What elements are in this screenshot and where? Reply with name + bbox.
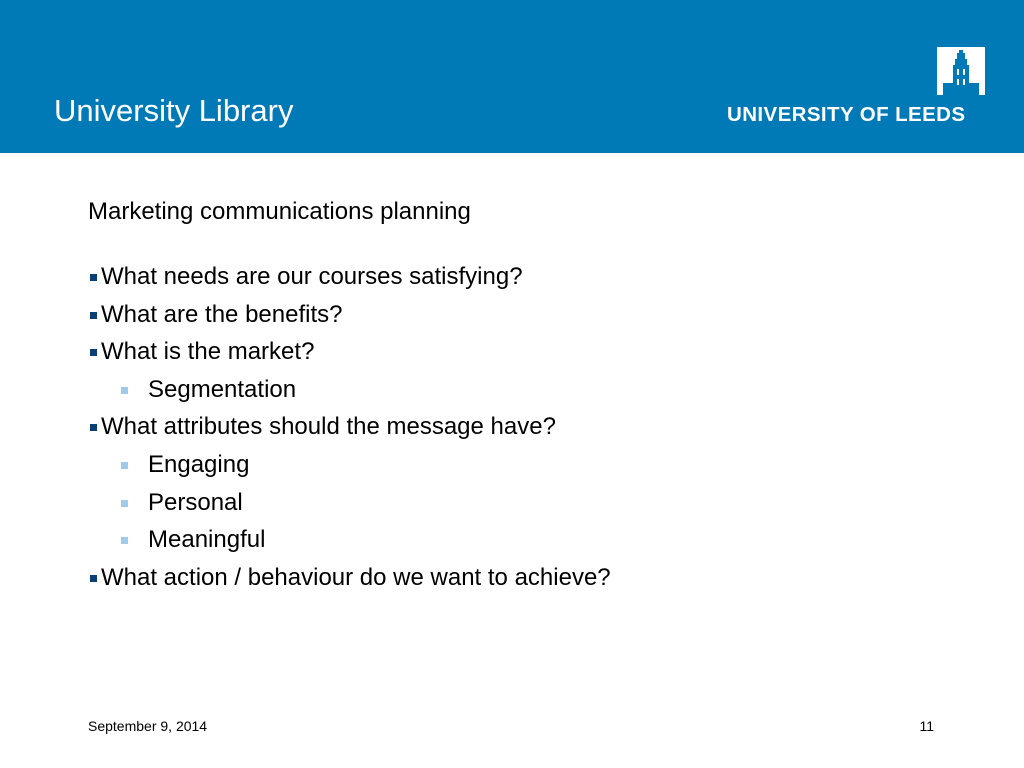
page-number: 11 [919, 718, 934, 734]
bullet-text: What are the benefits? [101, 300, 343, 328]
sub-bullet-item [88, 486, 611, 524]
sub-bullet-text: Engaging [148, 450, 250, 478]
header-title: University Library [54, 93, 294, 128]
bullet-text: What action / behaviour do we want to achieve? [101, 563, 611, 591]
bullet-item [88, 561, 611, 599]
bullet-item [88, 410, 611, 448]
square-bullet-icon [90, 349, 97, 356]
sub-bullet-text: Meaningful [148, 526, 266, 554]
square-bullet-icon [90, 575, 97, 582]
bullet-list [88, 260, 611, 598]
footer-date: September 9, 2014 [88, 718, 208, 734]
square-sub-bullet-icon [121, 462, 128, 469]
square-sub-bullet-icon [121, 387, 128, 394]
sub-bullet-text: Segmentation [148, 375, 297, 403]
header-bar [0, 0, 1024, 153]
bullet-text: What is the market? [101, 338, 315, 366]
bullet-item [88, 260, 611, 298]
bullet-text: What needs are our courses satisfying? [101, 263, 523, 290]
sub-bullet-text: Personal [148, 488, 243, 516]
square-bullet-icon [90, 424, 97, 431]
bullet-text: What attributes should the message have? [101, 413, 556, 441]
square-bullet-icon [90, 274, 97, 281]
sub-bullet-item [88, 373, 611, 411]
bullet-item [88, 335, 611, 373]
sub-bullet-item [88, 448, 611, 486]
square-bullet-icon [90, 312, 97, 319]
square-sub-bullet-icon [121, 500, 128, 507]
university-logo-wordmark: UNIVERSITY OF LEEDS [727, 103, 966, 126]
parkinson-tower-crest-icon [937, 47, 985, 95]
bullet-item [88, 298, 611, 336]
sub-bullet-item [88, 523, 611, 561]
slide-subtitle: Marketing communications planning [88, 198, 471, 225]
square-sub-bullet-icon [121, 537, 128, 544]
